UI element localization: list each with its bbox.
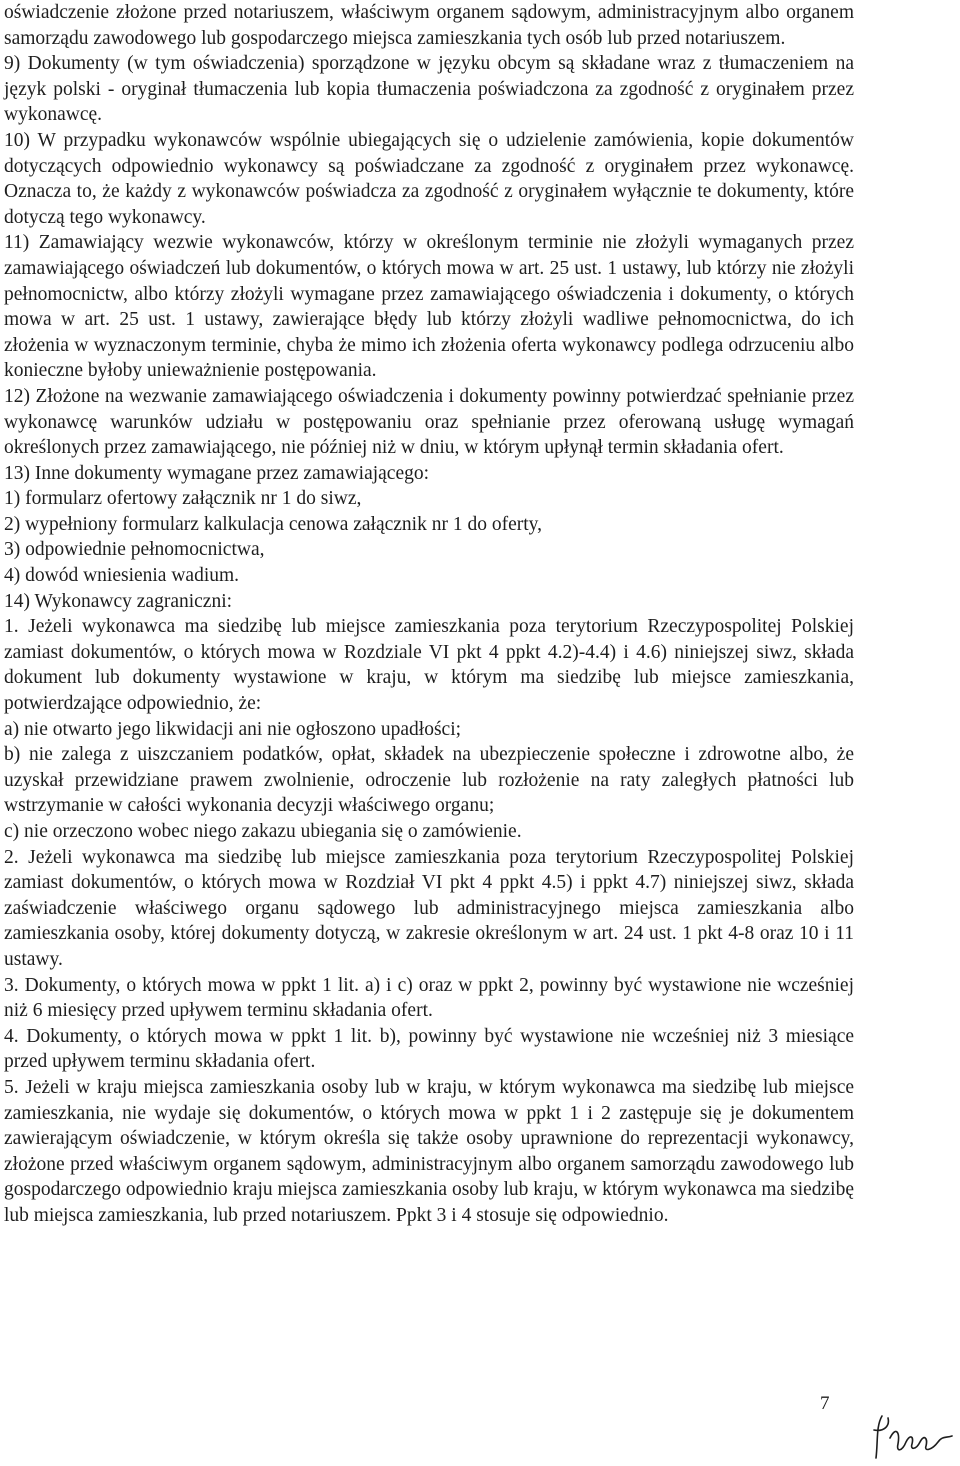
foreign-point-1c: c) nie orzeczono wobec niego zakazu ubiegania się o zamówienie. bbox=[4, 821, 522, 842]
paragraph-11: 11) Zamawiający wezwie wykonawców, którzy w określonym terminie nie złożyli wymaganych przez zamawiającego oświadczeń lub dokumentów, o których mowa w art. 25 ust. 1 ustawy, lub którzy nie złożyli pełnomocnictw, albo którzy złożyli wymagane przez zamawiającego oświadczenia i dokumenty, o których mowa w art. 25 ust. 1 ustawy, zawierające błędy lub którzy złożyli wadliwe pełnomocnictwa, do ich złożenia w wyznaczonym terminie, chyba że mimo ich złożenia oferta wykonawcy podlega odrzuceniu albo konieczne byłoby unieważnienie postępowania. bbox=[4, 232, 854, 382]
page-number: 7 bbox=[820, 1393, 830, 1414]
list-item: 4) dowód wniesienia wadium. bbox=[4, 565, 240, 587]
paragraph-12: 12) Złożone na wezwanie zamawiającego oświadczenia i dokumenty powinny potwierdzać spełnianie przez wykonawcę warunków udziału w postępowaniu oraz spełnianie przez oferowaną usługę wymagań określonych przez zamawiającego, nie później niż w dniu, w którym upłynął termin składania ofert. bbox=[4, 385, 854, 459]
document-body bbox=[4, 0, 854, 1229]
foreign-point-2: 2. Jeżeli wykonawca ma siedzibę lub miejsce zamieszkania poza terytorium Rzeczypospolitej Polskiej zamiast dokumentów, o których mowa w Rozdział VI pkt 4 ppkt 4.5) i ppkt 4.7) niniejszej siwz, składa zaświadczenie właściwego organu sądowego lub administracyjnego miejsca zamieszkania albo zamieszkania osoby, której dokumenty dotyczą, w zakresie określonym w art. 24 ust. 1 pkt 4-8 oraz 10 i 11 ustawy. bbox=[4, 846, 854, 970]
list-item: 1) formularz ofertowy załącznik nr 1 do siwz, bbox=[4, 488, 362, 510]
foreign-point-1a: a) nie otwarto jego likwidacji ani nie ogłoszono upadłości; bbox=[4, 718, 462, 740]
list-item: 2) wypełniony formularz kalkulacja cenowa załącznik nr 1 do oferty, bbox=[4, 513, 543, 535]
paragraph-10: 10) W przypadku wykonawców wspólnie ubiegających się o udzielenie zamówienia, kopie dokumentów dotyczących odpowiednio wykonawcy są poświadczane za zgodność z oryginałem przez wykonawcę. Oznacza to, że każdy z wykonawców poświadcza za zgodność z oryginałem wyłącznie te dokumenty, które dotyczą tego wykonawcy. bbox=[4, 129, 854, 228]
foreign-point-1: 1. Jeżeli wykonawca ma siedzibę lub miejsce zamieszkania poza terytorium Rzeczypospolitej Polskiej zamiast dokumentów, o których mowa w Rozdziale VI pkt 4 ppkt 4.2)-4.4) i 4.6) niniejszej siwz, składa dokument lub dokumenty wystawione w kraju, w którym ma siedzibę lub miejsce zamieszkania, potwierdzające odpowiednio, że: bbox=[4, 616, 854, 715]
paragraph-9: 9) Dokumenty (w tym oświadczenia) sporządzone w języku obcym są składane wraz z tłumaczeniem na język polski - oryginał tłumaczenia lub kopia tłumaczenia poświadczona za zgodność z oryginałem przez wykonawcę. bbox=[4, 53, 854, 126]
list-item: 3) odpowiednie pełnomocnictwa, bbox=[4, 539, 265, 561]
paragraph-13-heading: 13) Inne dokumenty wymagane przez zamawiającego: bbox=[4, 462, 430, 484]
foreign-point-1b: b) nie zalega z uiszczaniem podatków, opłat, składek na ubezpieczenie społeczne i zdrowotne albo, że uzyskał przewidziane prawem zwolnienie, odroczenie lub rozłożenie na raty zaległych płatności lub wstrzymanie w całości wykonania decyzji właściwego organu; bbox=[4, 744, 854, 817]
paragraph-14-heading: 14) Wykonawcy zagraniczni: bbox=[4, 590, 233, 612]
foreign-point-4: 4. Dokumenty, o których mowa w ppkt 1 lit. b), powinny być wystawione nie wcześniej niż 3 miesiące przed upływem terminu składania ofert. bbox=[4, 1025, 854, 1073]
foreign-point-5: 5. Jeżeli w kraju miejsca zamieszkania osoby lub w kraju, w którym wykonawca ma siedzibę lub miejsce zamieszkania, nie wydaje się dokumentów, o których mowa w ppkt 1 i 2 zastępuje się je dokumentem zawierającym oświadczenie, w którym określa się także osoby uprawnione do reprezentacji wykonawcy, złożone przed właściwym organem sądowym, administracyjnym albo organem samorządu zawodowego lub gospodarczego odpowiednio kraju miejsca zamieszkania osoby lub kraju, w którym wykonawca ma siedzibę lub miejsca zamieszkania, lub przed notariuszem. Ppkt 3 i 4 stosuje się odpowiednio. bbox=[4, 1076, 854, 1226]
handwritten-signature bbox=[872, 1412, 956, 1464]
foreign-point-3: 3. Dokumenty, o których mowa w ppkt 1 lit. a) i c) oraz w ppkt 2, powinny być wystawione nie wcześniej niż 6 miesięcy przed upływem terminu składania ofert. bbox=[4, 974, 854, 1022]
paragraph-continuation: oświadczenie złożone przed notariuszem, właściwym organem sądowym, administracyjnym albo organem samorządu zawodowego lub gospodarczego miejsca zamieszkania tych osób lub przed notariuszem. bbox=[4, 2, 854, 49]
